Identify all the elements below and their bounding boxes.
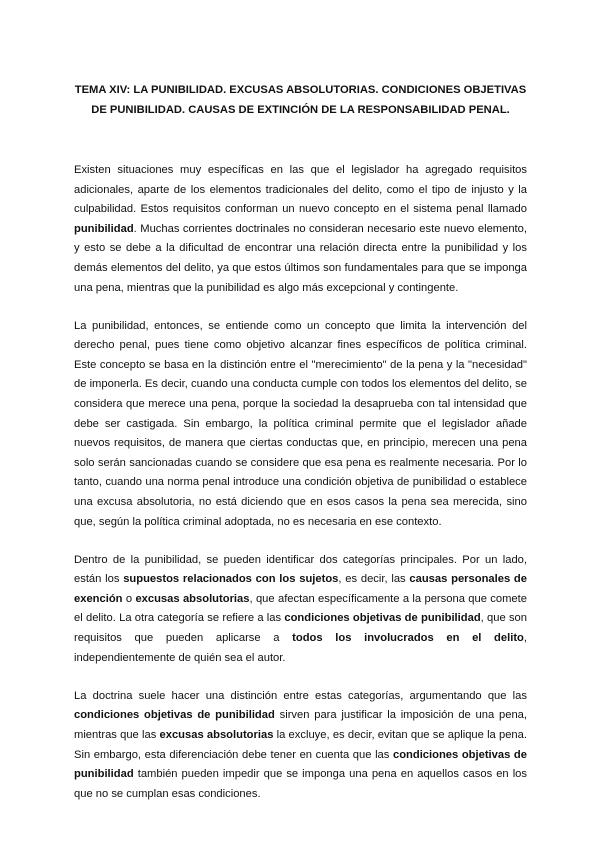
paragraph-3-text: o xyxy=(122,592,136,605)
paragraph-4-text: sirven para justificar la imposición de una pena, mientras que las xyxy=(74,709,527,741)
paragraph-3-bold: condiciones objetivas de punibilidad xyxy=(284,612,481,625)
paragraph-3-text: , independientemente de quién sea el autor. xyxy=(74,632,527,664)
paragraph-1-bold: punibilidad xyxy=(74,222,134,235)
paragraph-2-text: La punibilidad, entonces, se entiende como un concepto que limita la intervención del derecho penal, pues tiene como objetivo alcanzar fines específicos de política criminal. Este concepto se basa en la distinción entre el "merecimiento" de la pena y la "necesidad" de imponerla. Es decir, cuando una conducta cumple con todos los elementos del delito, se considera que merece una pena, porque la sociedad la desaprueba con tal intensidad que debe ser castigada. Sin embargo, la política criminal permite que el legislador añade nuevos requisitos, de manera que ciertas conductas que, en principio, merecen una pena solo serán sancionadas cuando se considere que esa pena es realmente necesaria. Por lo tanto, cuando una norma penal introduce una condición objetiva de punibilidad o establece una excusa absolutoria, no está diciendo que en esos casos la pena sea merecida, sino que, según la política criminal adoptada, no es necesaria en ese contexto. xyxy=(74,319,527,528)
paragraph-3-bold: causas personales de exención xyxy=(74,573,527,605)
paragraph-1 xyxy=(74,161,527,298)
paragraph-3-text: , que afectan específicamente a la persona que comete el delito. La otra categoría se refiere a las xyxy=(74,592,527,625)
paragraph-2 xyxy=(74,317,527,533)
paragraph-3-text: , es decir, las xyxy=(338,573,410,586)
document-title: TEMA XIV: LA PUNIBILIDAD. EXCUSAS ABSOLUTORIAS. CONDICIONES OBJETIVAS DE PUNIBILIDAD. CAUSAS DE EXTINCIÓN DE LA RESPONSABILIDAD PENAL. xyxy=(74,84,527,116)
paragraph-3-bold: supuestos relacionados con los sujetos xyxy=(123,573,339,586)
paragraph-3 xyxy=(74,551,527,669)
paragraph-3-text: Dentro de la punibilidad, se pueden identificar dos categorías principales. Por un lado, están los xyxy=(74,553,527,586)
paragraph-4 xyxy=(74,687,527,805)
paragraph-1-text: . Muchas corrientes doctrinales no consideran necesario este nuevo elemento, y esto se debe a la dificultad de encontrar una relación directa entre la punibilidad y los demás elementos del delito, ya que estos últimos son fundamentales para que se imponga una pena, mientras que la punibilidad es algo más excepcional y contingente. xyxy=(74,222,527,294)
paragraph-3-bold: excusas absolutorias xyxy=(135,592,250,605)
paragraph-3-text: , que son requisitos que pueden aplicarse a xyxy=(74,612,527,645)
paragraph-4-text: la excluye, es decir, evitan que se aplique la pena. Sin embargo, esta diferenciación debe tener en cuenta que las xyxy=(74,728,527,761)
paragraph-4-bold: condiciones objetivas de punibilidad xyxy=(74,748,527,781)
paragraph-4-text: La doctrina suele hacer una distinción entre estas categorías, argumentando que las xyxy=(74,689,527,702)
paragraph-4-text: también pueden impedir que se imponga una pena en aquellos casos en los que no se cumplan esas condiciones. xyxy=(74,768,527,800)
paragraph-3-bold: todos los involucrados en el delito xyxy=(292,632,524,645)
paragraph-1-text: Existen situaciones muy específicas en las que el legislador ha agregado requisitos adicionales, aparte de los elementos tradicionales del delito, como el tipo de injusto y la culpabilidad. Estos requisitos conforman un nuevo concepto en el sistema penal llamado xyxy=(74,164,527,216)
paragraph-4-bold: condiciones objetivas de punibilidad xyxy=(74,709,275,722)
paragraph-4-bold: excusas absolutorias xyxy=(159,728,274,741)
